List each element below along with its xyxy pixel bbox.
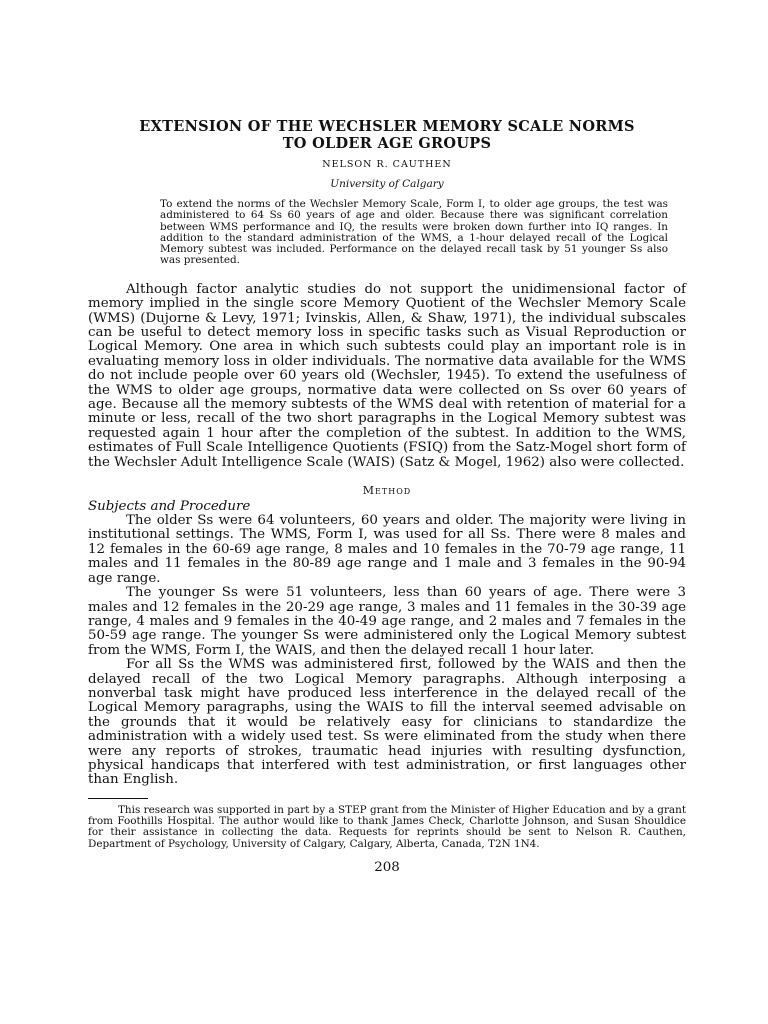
page-number: 208 bbox=[374, 860, 400, 876]
abstract: To extend the norms of the Wechsler Memory Scale, Form I, to older age groups, the test was administered to 64 Ss 60 years of age and older. Because there was significant correlation between WMS performance and IQ, the results were broken down further into IQ ranges. In addition to the standard administration of the WMS, a 1-hour delayed recall of the Logical Memory subtest was included. Performance on the delayed recall task by 51 younger Ss also was presented. bbox=[160, 198, 668, 267]
method-paragraph-older-subjects: The older Ss were 64 volunteers, 60 years and older. The majority were living in institutional settings. The WMS, Form I, was used for all Ss. There were 8 males and 12 females in the 60-69 age range, 8 males and 10 females in the 70-79 age range, 11 males and 11 females in the 80-89 age range and 1 male and 3 females in the 90-94 age range. bbox=[88, 513, 686, 586]
footnote: This research was supported in part by a STEP grant from the Minister of Higher Education and by a grant from Foothills Hospital. The author would like to thank James Check, Charlotte Johnson, and Susan Shouldice for their assistance in collecting the data. Requests for reprints should be sent to Nelson R. Cauthen, Department of Psychology, University of Calgary, Calgary, Alberta, Canada, T2N 1N4. bbox=[88, 803, 686, 850]
title-line-1: EXTENSION OF THE WECHSLER MEMORY SCALE NORMS bbox=[139, 118, 635, 135]
paper-title bbox=[88, 118, 686, 152]
method-paragraph-procedure: For all Ss the WMS was administered first, followed by the WAIS and then the delayed recall of the two Logical Memory paragraphs. Although interposing a nonverbal task might have produced less interference in the delayed recall of the Logical Memory paragraphs, using the WAIS to fill the interval seemed advisable on the grounds that it would be relatively easy for clinicians to standardize the administration with a widely used test. Ss were eliminated from the study when there were any reports of strokes, traumatic head injuries with resulting dysfunction, physical handicaps that interfered with test administration, or first languages other than English. bbox=[88, 657, 686, 788]
subjects-procedure-subheading: Subjects and Procedure bbox=[88, 499, 251, 515]
author-name: NELSON R. CAUTHEN bbox=[322, 159, 452, 170]
method-heading: Method bbox=[362, 484, 412, 498]
footnote-divider bbox=[88, 798, 148, 799]
method-paragraph-younger-subjects: The younger Ss were 51 volunteers, less than 60 years of age. There were 3 males and 12 females in the 20-29 age range, 3 males and 11 females in the 30-39 age range, 4 males and 9 females in the 40-49 age range, and 2 males and 7 females in the 50-59 age range. The younger Ss were administered only the Logical Memory subtest from the WMS, Form I, the WAIS, and then the delayed recall 1 hour later. bbox=[88, 585, 686, 658]
intro-paragraph: Although factor analytic studies do not support the unidimensional factor of memory implied in the single score Memory Quotient of the Wechsler Memory Scale (WMS) (Dujorne & Levy, 1971; Ivinskis, Allen, & Shaw, 1971), the individual subscales can be useful to detect memory loss in specific tasks such as Visual Reproduction or Logical Memory. One area in which such subtests could play an important role is in evaluating memory loss in older individuals. The normative data available for the WMS do not include people over 60 years old (Wechsler, 1945). To extend the usefulness of the WMS to older age groups, normative data were collected on Ss over 60 years of age. Because all the memory subtests of the WMS deal with retention of material for a minute or less, recall of the two short paragraphs in the Logical Memory subtest was requested again 1 hour after the completion of the subtest. In addition to the WMS, estimates of Full Scale Intelligence Quotients (FSIQ) from the Satz-Mogel short form of the Wechsler Adult Intelligence Scale (WAIS) (Satz & Mogel, 1962) also were collected. bbox=[88, 281, 686, 470]
journal-page bbox=[88, 118, 686, 875]
author-affiliation: University of Calgary bbox=[330, 178, 444, 190]
title-line-2: TO OLDER AGE GROUPS bbox=[282, 135, 492, 152]
